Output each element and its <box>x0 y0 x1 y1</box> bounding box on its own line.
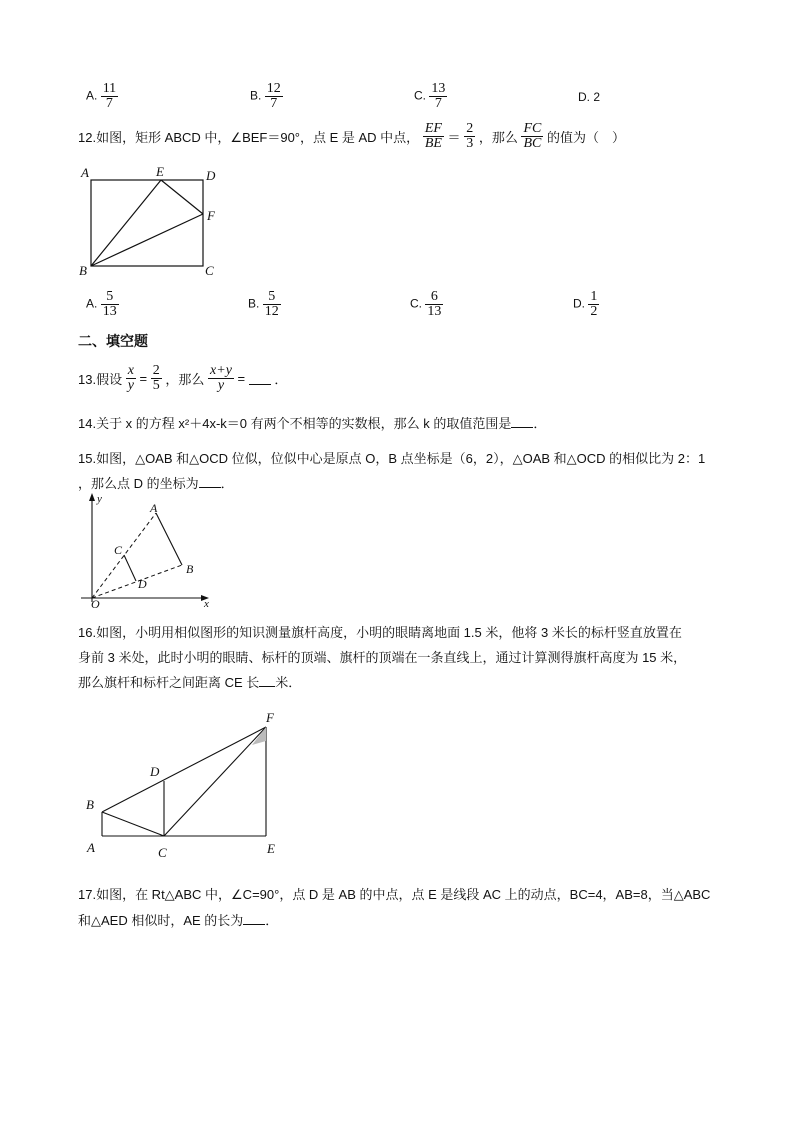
segment-cd <box>124 555 136 581</box>
segment-be <box>91 180 161 266</box>
q16-line2: 身前 3 米处，此时小明的眼睛、标杆的顶端、旗杆的顶端在一条直线上，通过计算测得旗杆高度为 15 米， <box>78 650 687 665</box>
segment-ab <box>156 513 182 565</box>
q17-line1: 17.如图，在 Rt△ABC 中，∠C=90°，点 D 是 AB 的中点，点 E 是线段 AC 上的动点，BC=4，AB=8，当△ABC <box>78 887 711 902</box>
q11-option-a-fraction: $\frac{11}{7}$ <box>102 81 117 111</box>
label-d: D <box>206 168 216 183</box>
q15-line1: 15.如图，△OAB 和△OCD 位似，位似中心是原点 O，B 点坐标是（6，2），△OAB 和△OCD 的相似比为 2：1 <box>78 451 706 466</box>
segment-bf <box>91 214 203 266</box>
label-c: C <box>158 845 167 860</box>
q16-figure <box>80 705 290 865</box>
segment-ob-dashed <box>92 565 182 598</box>
q17-answer-blank[interactable] <box>243 912 265 925</box>
q14-stem: 14.关于 x 的方程 x²＋4x-k＝0 有两个不相等的实数根，那么 k 的取值范围是 ． <box>78 416 547 431</box>
label-d: D <box>150 764 160 779</box>
q12-fraction-2-3: $\frac{2}{3}$ <box>466 121 474 151</box>
label-c: C <box>205 263 214 278</box>
q12-option-a: A. $\frac{5}{13}$ <box>86 289 117 319</box>
rectangle-abcd <box>91 180 203 266</box>
y-axis-arrow <box>89 493 95 501</box>
label-f: F <box>266 710 274 725</box>
q12-option-d: D. $\frac{1}{2}$ <box>573 289 598 319</box>
label-e: E <box>267 841 275 856</box>
label-a: A <box>81 165 89 180</box>
q15-figure <box>76 490 226 612</box>
sight-line-bf <box>102 727 266 812</box>
q13-answer-blank[interactable] <box>249 372 271 385</box>
q12-stem: 12.如图，矩形 ABCD 中，∠BEF＝90°，点 E 是 AD 中点， $\frac{EF}{BE}$ ＝ $\frac{2}{3}$ ，那么 $\frac{FC}{BC}$ 的值为（ ） <box>78 121 625 151</box>
section-heading-fill-in: 二、填空题 <box>78 333 148 349</box>
q12-option-a-fraction: $\frac{5}{13}$ <box>102 289 117 319</box>
q11-option-b-fraction: $\frac{12}{7}$ <box>266 81 281 111</box>
label-b: B <box>86 797 94 812</box>
q11-option-c: C. $\frac{13}{7}$ <box>414 81 446 111</box>
label-d: D <box>138 577 147 591</box>
q13-fraction-xy-y: $\frac{x+y}{y}$ <box>210 363 232 393</box>
q12-figure <box>76 162 226 282</box>
q12-option-b: B. $\frac{5}{12}$ <box>248 289 279 319</box>
label-c: C <box>114 543 123 557</box>
q15-answer-blank[interactable] <box>199 475 221 488</box>
label-o: O <box>91 597 100 611</box>
q12-fraction-fc-bc: $\frac{FC}{BC}$ <box>523 121 542 151</box>
q11-option-c-fraction: $\frac{13}{7}$ <box>431 81 446 111</box>
q16-line3: 那么旗杆和标杆之间距离 CE 长 米． <box>78 675 302 690</box>
segment-bc <box>102 812 164 836</box>
q11-option-b: B. $\frac{12}{7}$ <box>250 81 281 111</box>
q16-line1: 16.如图，小明用相似图形的知识测量旗杆高度，小明的眼睛离地面 1.5 米，他将 3 米长的标杆竖直放置在 <box>78 625 682 640</box>
q11-option-a: A. $\frac{11}{7}$ <box>86 81 117 111</box>
label-y: y <box>97 493 102 505</box>
q13-stem: 13.假设 $\frac{x}{y}$ = $\frac{2}{5}$ ，那么 $\frac{x+y}{y}$ = ． <box>78 363 288 393</box>
q12-option-b-fraction: $\frac{5}{12}$ <box>264 289 279 319</box>
q13-fraction-2-5: $\frac{2}{5}$ <box>152 363 160 393</box>
q12-fraction-ef-be: $\frac{EF}{BE}$ <box>424 121 442 151</box>
q12-option-c-fraction: $\frac{6}{13}$ <box>427 289 442 319</box>
q13-fraction-x-y: $\frac{x}{y}$ <box>127 363 134 393</box>
q17-line2: 和△AED 相似时，AE 的长为 ． <box>78 913 279 928</box>
segment-cf <box>164 727 266 836</box>
q12-option-d-fraction: $\frac{1}{2}$ <box>590 289 598 319</box>
segment-ef <box>161 180 203 214</box>
q12-option-c: C. $\frac{6}{13}$ <box>410 289 442 319</box>
label-b: B <box>186 562 194 576</box>
label-a: A <box>150 501 158 515</box>
label-x: x <box>204 598 209 610</box>
label-e: E <box>156 164 164 179</box>
q15-line2: ，那么点 D 的坐标为 ． <box>78 476 234 491</box>
q16-answer-blank[interactable] <box>259 674 275 687</box>
label-b: B <box>79 263 87 278</box>
q14-answer-blank[interactable] <box>511 415 533 428</box>
label-a: A <box>87 840 95 855</box>
shaded-angle-at-f <box>252 727 266 745</box>
label-f: F <box>207 208 215 223</box>
q11-option-d: D. 2 <box>578 90 601 104</box>
